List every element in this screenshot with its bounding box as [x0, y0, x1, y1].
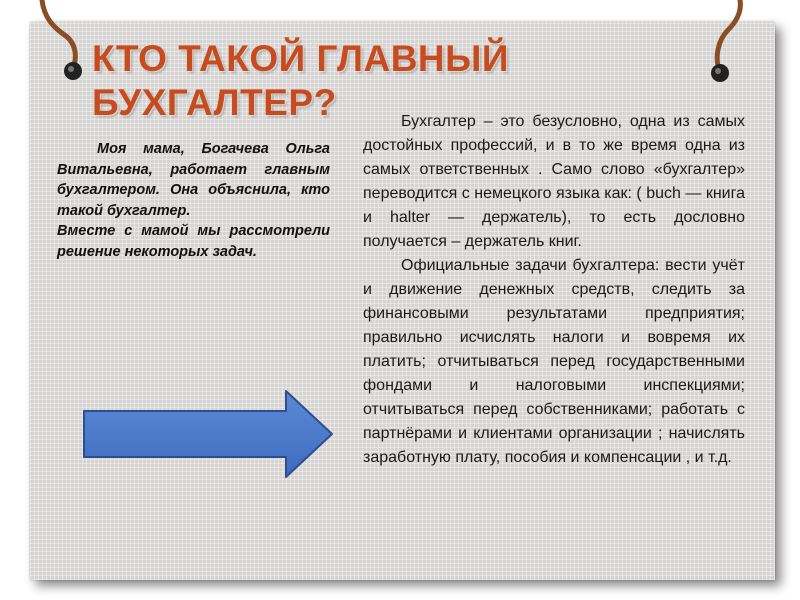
profession-description — [363, 110, 745, 470]
personal-note — [57, 139, 330, 262]
page-title: КТО ТАКОЙ ГЛАВНЫЙ БУХГАЛТЕР? — [92, 38, 509, 123]
note-paragraph-2: Вместе с мамой мы рассмотрели решение некоторых задач. — [57, 223, 330, 260]
description-paragraph-1: Бухгалтер – это безусловно, одна из самых достойных профессий, и в то же время одна из самых ответственных . Само слово «бухгалтер» переводится с немецкого языка как: ( buch — книга и halter — держатель), то есть дословно получается – держатель книг. — [363, 113, 745, 250]
right-arrow-icon — [80, 389, 336, 479]
note-paragraph-1: Моя мама, Богачева Ольга Витальевна, работает главным бухгалтером. Она объяснила, кто такой бухгалтер. — [57, 141, 330, 219]
description-paragraph-2: Официальные задачи бухгалтера: вести учёт и движение денежных средств, следить за финансовыми результатами предприятия; правильно исчислять налоги и вовремя их платить; отчитываться перед государственными фондами и налоговыми инспекциями; отчитываться перед собственниками; работать с партнёрами и клиентами организации ; начислять заработную плату, пособия и компенсации , и т.д. — [363, 257, 745, 466]
